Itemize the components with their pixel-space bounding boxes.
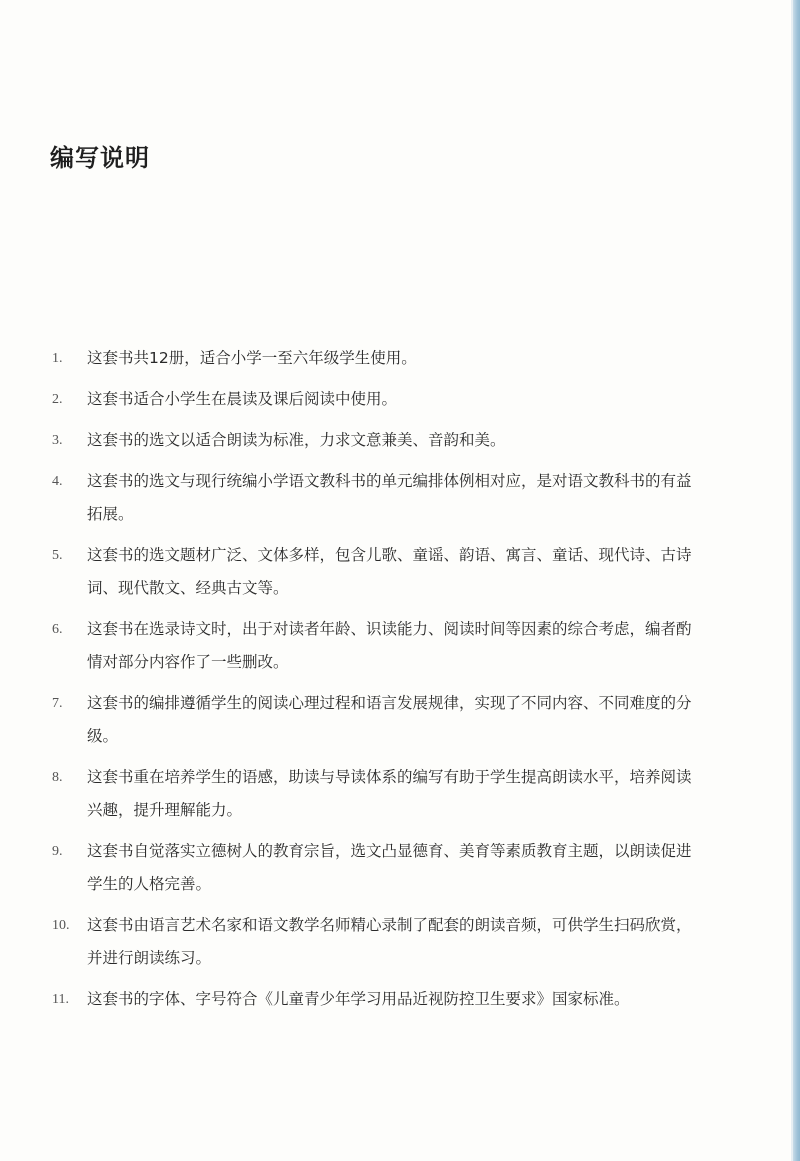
- list-item: [0, 909, 760, 975]
- item-number: 4.: [52, 474, 63, 489]
- item-number: 7.: [52, 696, 63, 711]
- item-number: 2.: [52, 392, 63, 407]
- instructions-list: [0, 342, 760, 1024]
- list-item: [0, 465, 760, 531]
- item-text: 这套书的选文与现行统编小学语文教科书的单元编排体例相对应，是对语文教科书的有益拓展。: [87, 472, 692, 523]
- item-number: 8.: [52, 770, 63, 785]
- item-text: 这套书重在培养学生的语感，助读与导读体系的编写有助于学生提高朗读水平，培养阅读兴趣，提升理解能力。: [87, 768, 692, 819]
- item-text: 这套书的字体、字号符合《儿童青少年学习用品近视防控卫生要求》国家标准。: [87, 990, 630, 1008]
- item-text: 这套书自觉落实立德树人的教育宗旨，选文凸显德育、美育等素质教育主题，以朗读促进学生的人格完善。: [87, 842, 692, 893]
- list-item: [0, 424, 760, 457]
- list-item: [0, 383, 760, 416]
- item-number: 6.: [52, 622, 63, 637]
- list-item: [0, 983, 760, 1016]
- item-text: 这套书的选文以适合朗读为标准，力求文意兼美、音韵和美。: [87, 431, 506, 449]
- list-item: [0, 835, 760, 901]
- item-number: 10.: [52, 918, 70, 933]
- item-number: 3.: [52, 433, 63, 448]
- item-text: 这套书由语言艺术名家和语文教学名师精心录制了配套的朗读音频，可供学生扫码欣赏，并进行朗读练习。: [87, 916, 692, 967]
- list-item: [0, 761, 760, 827]
- item-number: 5.: [52, 548, 63, 563]
- list-item: [0, 539, 760, 605]
- list-item: [0, 613, 760, 679]
- item-text: 这套书在选录诗文时，出于对读者年龄、识读能力、阅读时间等因素的综合考虑，编者酌情对部分内容作了一些删改。: [87, 620, 692, 671]
- list-item: [0, 342, 760, 375]
- item-text: 这套书共12册，适合小学一至六年级学生使用。: [87, 349, 417, 367]
- item-text: 这套书适合小学生在晨读及课后阅读中使用。: [87, 390, 398, 408]
- item-text: 这套书的编排遵循学生的阅读心理过程和语言发展规律，实现了不同内容、不同难度的分级。: [87, 694, 692, 745]
- book-spine-edge: [793, 0, 800, 1161]
- item-number: 9.: [52, 844, 63, 859]
- page-title: 编写说明: [50, 144, 150, 172]
- item-text: 这套书的选文题材广泛、文体多样，包含儿歌、童谣、韵语、寓言、童话、现代诗、古诗词、现代散文、经典古文等。: [87, 546, 692, 597]
- item-number: 11.: [52, 992, 69, 1007]
- list-item: [0, 687, 760, 753]
- item-number: 1.: [52, 351, 63, 366]
